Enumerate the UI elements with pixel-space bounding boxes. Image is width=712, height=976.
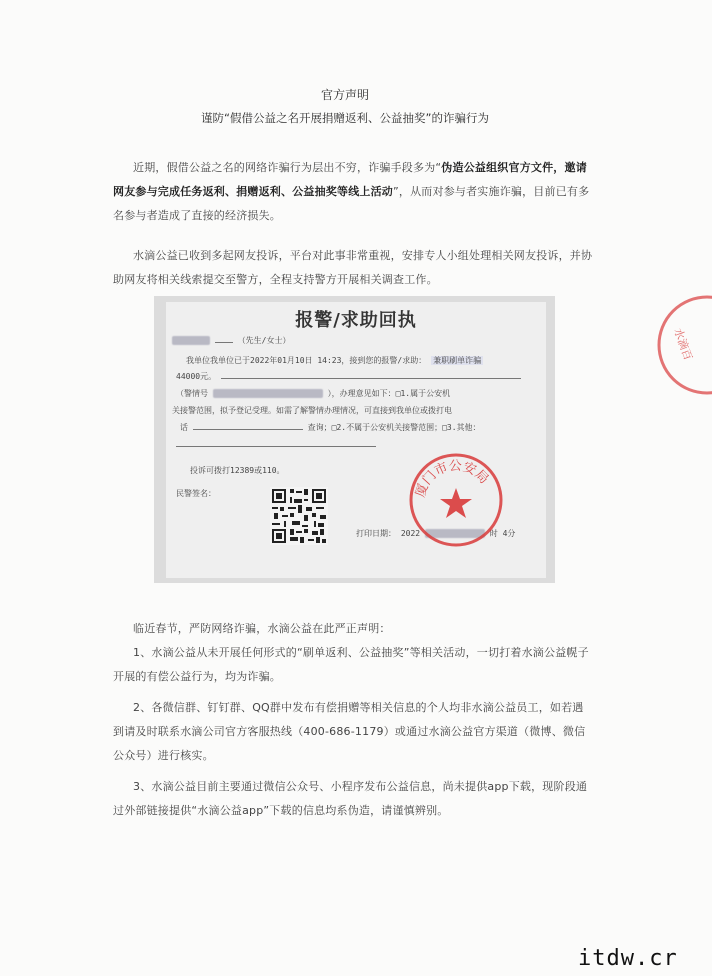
receipt-case-number-line: （警情号 ），办理意见如下：□1.属于公安机 xyxy=(176,389,451,398)
site-watermark: itdw.cr xyxy=(578,946,678,971)
receipt-line-1: 我单位我单位已于2022年01月10日 14:23，接到您的报警/求助： 兼职刷单诈骗 xyxy=(186,356,482,365)
intro-p1-lead: 近期，假借公益之名的网络诈骗行为层出不穷，诈骗手段多为“ xyxy=(133,161,442,174)
receipt-paper xyxy=(166,302,546,578)
receipt-salutation-line xyxy=(172,335,290,346)
receipt-complaint-line: 投诉可拨打12389或110。 xyxy=(190,466,285,475)
document-subtitle: 谨防“假借公益之名开展捐赠返利、公益抽奖”的诈骗行为 xyxy=(201,111,489,125)
redacted-name xyxy=(172,336,210,345)
intro-p1-tail: ”，从而对参与者实施诈骗，目前已有多名参与者造成了直接的经济损失。 xyxy=(113,185,590,222)
police-seal-stamp xyxy=(406,450,506,550)
receipt-blank-line xyxy=(176,440,376,449)
side-stamp-text: 水滴百 xyxy=(671,326,695,363)
receipt-case-type: 兼职刷单诈骗 xyxy=(433,356,482,365)
document-title: 官方声明 xyxy=(320,88,369,102)
receipt-scope-line: 关接警范围，拟予登记受理。如需了解警情办理情况，可直接到我单位或拨打电 xyxy=(172,406,452,415)
receipt-salutation: （先生/女士） xyxy=(237,336,291,345)
police-receipt-photo xyxy=(154,296,555,583)
receipt-heading: 报警/求助回执 xyxy=(295,310,417,331)
qr-code-icon xyxy=(270,487,328,545)
statement-item-3: 3、水滴公益目前主要通过微信公众号、小程序发布公益信息，尚未提供app下载，现阶段通过外部链接提供“水滴公益app”下载的信息均系伪造，请谨慎辨别。 xyxy=(113,780,588,817)
intro-paragraph-2: 水滴公益已收到多起网友投诉，平台对此事非常重视，安排专人小组处理相关网友投诉，并协助网友将相关线索提交至警方，全程支持警方开展相关调查工作。 xyxy=(113,249,593,286)
receipt-amount: 44000元。 xyxy=(176,371,521,382)
seal-text: 厦门市公安局 xyxy=(413,458,492,500)
redacted-case-number xyxy=(213,389,323,398)
svg-text:厦门市公安局 xyxy=(413,459,491,499)
statement-item-1: 1、水滴公益从未开展任何形式的“刷单返利、公益抽奖”等相关活动，一切打着水滴公益幌子开展的有偿公益行为，均为诈骗。 xyxy=(113,646,589,683)
statement-item-2: 2、各微信群、钉钉群、QQ群中发布有偿捐赠等相关信息的个人均非水滴公益员工，如若遇到请及时联系水滴公司官方客服热线（400-686-1179）或通过水滴公益官方渠道（微博、微信公众号）进行核实。 xyxy=(113,701,586,762)
intro-p1-bold: 伪造公益组织官方文件，邀请网友参与完成任务返利、捐赠返利、公益抽奖等线上活动 xyxy=(113,161,587,198)
receipt-phone-line: 话 查询；□2.不属于公安机关接警范围；□3.其他： xyxy=(180,423,481,432)
intro-paragraph-1 xyxy=(113,156,593,228)
organization-seal-partial xyxy=(652,290,712,400)
receipt-officer-signature: 民警签名： xyxy=(176,489,216,498)
receipt-print-date: 打印日期： 2022 时 4分 xyxy=(356,529,516,538)
statement-lead: 临近春节，严防网络诈骗，水滴公益在此严正声明： xyxy=(133,622,391,635)
